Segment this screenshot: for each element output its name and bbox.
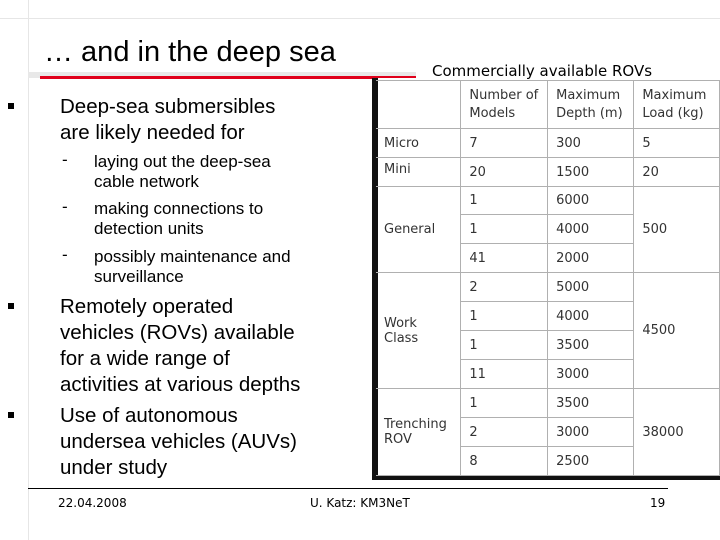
depth-cell: 5000 bbox=[548, 273, 634, 302]
table-row bbox=[376, 389, 720, 418]
table-row bbox=[376, 158, 720, 187]
bullet-3-line-3: under study bbox=[60, 456, 168, 479]
category-line-1: Trenching bbox=[384, 417, 447, 432]
bullet-2-line-1: Remotely operated bbox=[60, 295, 234, 318]
table-row bbox=[376, 187, 720, 215]
header-load-line-1: Maximum bbox=[642, 88, 707, 103]
bullet-1 bbox=[60, 94, 275, 146]
sub-dash: - bbox=[62, 150, 68, 169]
depth-cell: 1500 bbox=[548, 158, 634, 187]
category-cell bbox=[376, 389, 461, 476]
header-depth-line-1: Maximum bbox=[556, 88, 621, 103]
depth-cell: 4000 bbox=[548, 302, 634, 331]
rov-table bbox=[376, 80, 720, 476]
models-cell: 1 bbox=[461, 331, 548, 360]
subitem-3-line-1: possibly maintenance and bbox=[94, 247, 291, 266]
load-cell: 500 bbox=[634, 187, 720, 273]
category-line-1: Work bbox=[384, 315, 417, 331]
header-number-line-2: Models bbox=[469, 106, 516, 121]
bullet-1-line-1: Deep-sea submersibles bbox=[60, 95, 276, 118]
subitem-2 bbox=[94, 199, 263, 239]
bullet-2 bbox=[60, 294, 300, 398]
depth-cell: 6000 bbox=[548, 187, 634, 215]
models-cell: 1 bbox=[461, 187, 548, 215]
header-category-cell bbox=[376, 81, 461, 129]
subitem-3 bbox=[94, 247, 291, 287]
footer-author: U. Katz: KM3NeT bbox=[310, 496, 410, 510]
models-cell: 2 bbox=[461, 273, 548, 302]
category-cell bbox=[376, 273, 461, 389]
depth-cell: 300 bbox=[548, 129, 634, 158]
models-cell: 1 bbox=[461, 389, 548, 418]
category-cell: General bbox=[376, 187, 461, 273]
subitem-2-line-1: making connections to bbox=[94, 199, 264, 218]
header-depth-line-2: Depth (m) bbox=[556, 106, 623, 121]
bullet-2-line-2: vehicles (ROVs) available bbox=[60, 321, 295, 344]
subitem-1-line-1: laying out the deep-sea bbox=[94, 152, 271, 171]
load-cell: 38000 bbox=[634, 389, 720, 476]
depth-cell: 3500 bbox=[548, 389, 634, 418]
subitem-1-line-2: cable network bbox=[94, 172, 199, 191]
left-guide-line bbox=[28, 0, 29, 540]
load-cell: 5 bbox=[634, 129, 720, 158]
models-cell: 8 bbox=[461, 447, 548, 476]
load-cell: 4500 bbox=[634, 273, 720, 389]
models-cell: 41 bbox=[461, 244, 548, 273]
slide-title: … and in the deep sea bbox=[44, 36, 336, 68]
bullet-marker bbox=[8, 412, 14, 418]
header-maximum-depth bbox=[548, 81, 634, 129]
models-cell: 2 bbox=[461, 418, 548, 447]
bullet-marker bbox=[8, 303, 14, 309]
sub-dash: - bbox=[62, 245, 68, 264]
table-row bbox=[376, 129, 720, 158]
header-load-line-2: Load (kg) bbox=[642, 106, 704, 121]
bullet-2-line-3: for a wide range of bbox=[60, 347, 230, 370]
depth-cell: 2500 bbox=[548, 447, 634, 476]
footer-date: 22.04.2008 bbox=[58, 496, 127, 510]
subitem-3-line-2: surveillance bbox=[94, 267, 184, 286]
category-line-2: Class bbox=[384, 330, 419, 346]
bullet-marker bbox=[8, 103, 14, 109]
table-caption: Commercially available ROVs bbox=[432, 62, 653, 80]
header-number-of-models bbox=[461, 81, 548, 129]
models-cell: 1 bbox=[461, 215, 548, 244]
load-cell: 20 bbox=[634, 158, 720, 187]
header-number-line-1: Number of bbox=[469, 88, 539, 103]
subitem-2-line-2: detection units bbox=[94, 219, 204, 238]
models-cell: 7 bbox=[461, 129, 548, 158]
depth-cell: 3000 bbox=[548, 418, 634, 447]
depth-cell: 3500 bbox=[548, 331, 634, 360]
bullet-3-line-1: Use of autonomous bbox=[60, 404, 238, 427]
bullet-3 bbox=[60, 403, 297, 481]
category-cell: Mini bbox=[376, 158, 461, 187]
category-line-2: ROV bbox=[384, 432, 412, 447]
footer-rule bbox=[28, 488, 668, 489]
header-maximum-load bbox=[634, 81, 720, 129]
models-cell: 20 bbox=[461, 158, 548, 187]
bullet-2-line-4: activities at various depths bbox=[60, 373, 301, 396]
sub-dash: - bbox=[62, 197, 68, 216]
depth-cell: 4000 bbox=[548, 215, 634, 244]
bullet-1-line-2: are likely needed for bbox=[60, 121, 245, 144]
depth-cell: 2000 bbox=[548, 244, 634, 273]
subitem-1 bbox=[94, 152, 271, 192]
title-underline bbox=[40, 76, 416, 79]
models-cell: 1 bbox=[461, 302, 548, 331]
table-header-row bbox=[376, 81, 720, 129]
depth-cell: 3000 bbox=[548, 360, 634, 389]
table-row bbox=[376, 273, 720, 302]
top-guide-line bbox=[0, 18, 720, 19]
footer-page-number: 19 bbox=[650, 496, 666, 510]
models-cell: 11 bbox=[461, 360, 548, 389]
bullet-3-line-2: undersea vehicles (AUVs) bbox=[60, 430, 297, 453]
category-cell: Micro bbox=[376, 129, 461, 158]
